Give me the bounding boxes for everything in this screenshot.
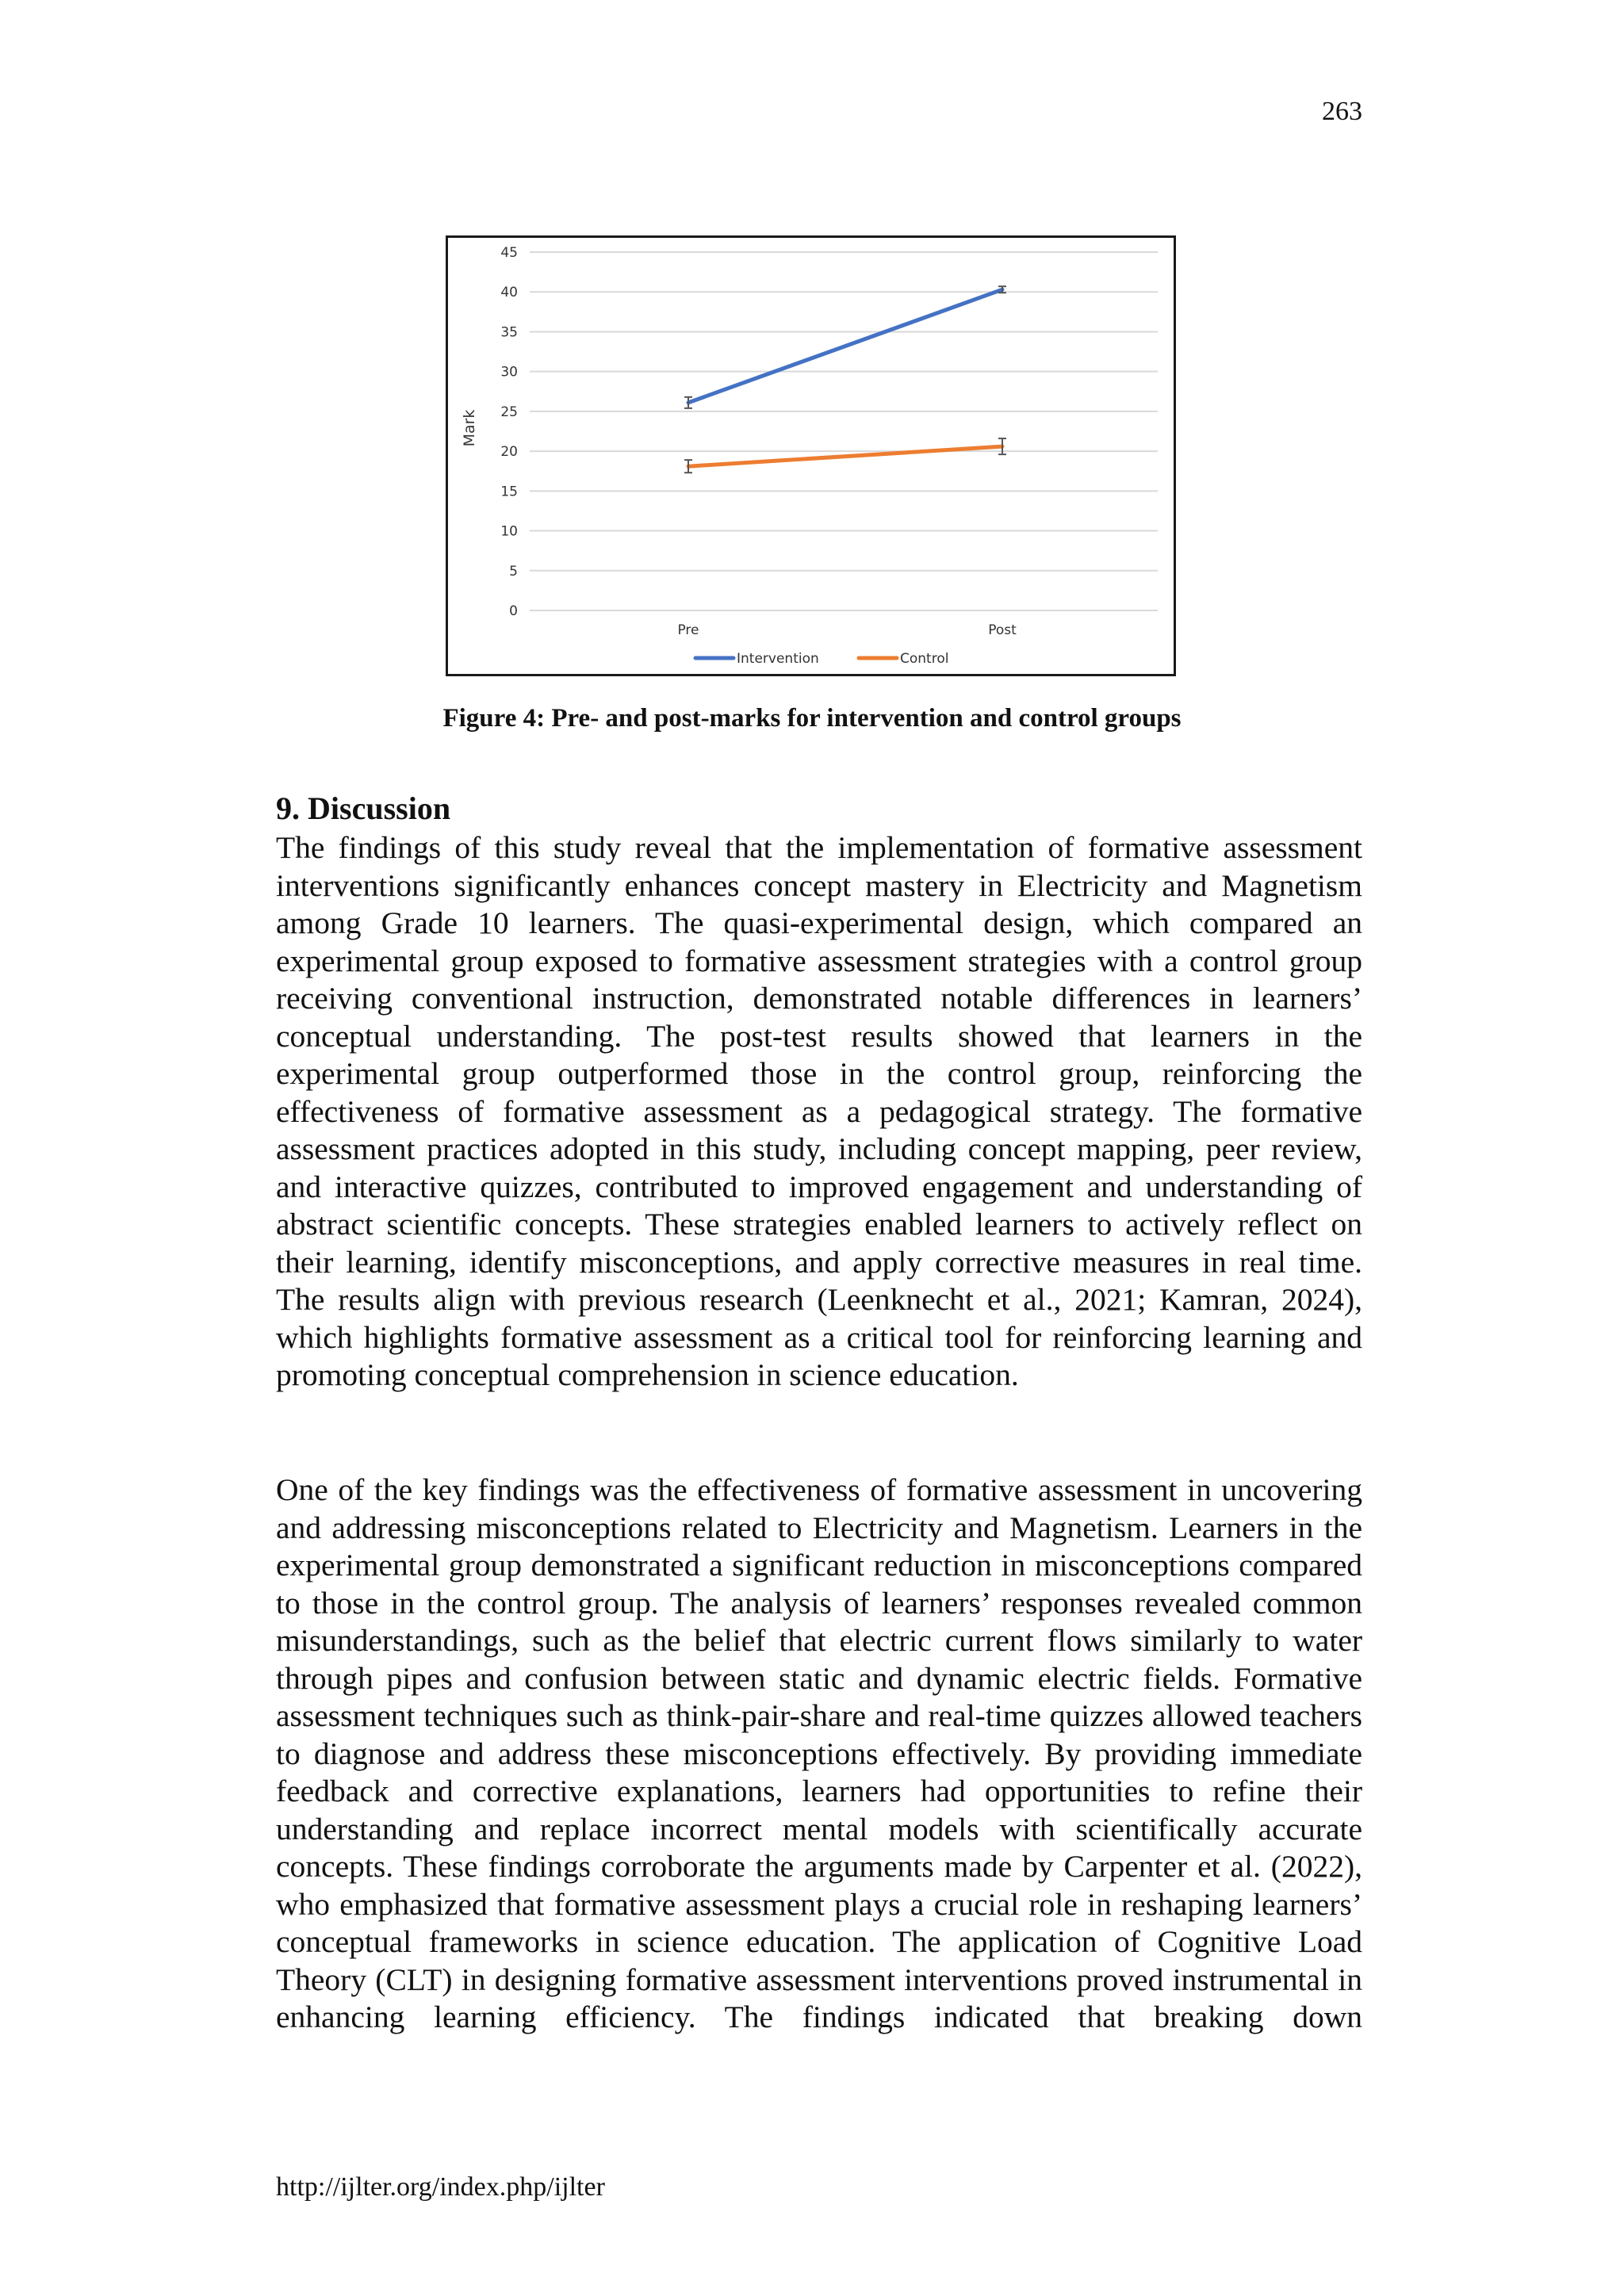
line-chart [448, 238, 1174, 674]
y-tick-label: 15 [500, 484, 518, 500]
y-tick-label: 20 [500, 444, 518, 461]
figure-4-chart [446, 235, 1176, 676]
y-tick-label: 5 [509, 563, 518, 580]
footer-url: http://ijlter.org/index.php/ijlter [276, 2172, 605, 2202]
page-number: 263 [1322, 97, 1362, 126]
x-category-label: Post [988, 622, 1017, 638]
x-category-label: Pre [677, 622, 699, 638]
y-tick-label: 25 [500, 404, 518, 420]
y-tick-label: 45 [500, 245, 518, 261]
legend-label: Control [900, 651, 949, 667]
y-tick-label: 10 [500, 523, 518, 540]
series-line-control [688, 446, 1002, 466]
discussion-paragraph-2: One of the key findings was the effectiveness of formative assessment in uncovering and addressing misconceptions related to Electricity and Magnetism. Learners in the experimental group demonstrated a significant reduction in misconceptions compared to those in the control group. The analysis of learners’ responses revealed common misunderstandings, such as the belief that electric current flows similarly to water through pipes and confusion between static and dynamic electric fields. Formative assessment techniques such as think-pair-share and real-time quizzes allowed teachers to diagnose and address these misconceptions effectively. By providing immediate feedback and corrective explanations, learners had opportunities to refine their understanding and replace incorrect mental models with scientifically accurate concepts. These findings corroborate the arguments made by Carpenter et al. (2022), who emphasized that formative assessment plays a crucial role in reshaping learners’ conceptual frameworks in science education. The application of Cognitive Load Theory (CLT) in designing formative assessment interventions proved instrumental in enhancing learning efficiency. The findings indicated that breaking down [276, 1472, 1362, 2034]
y-tick-label: 30 [500, 364, 518, 381]
y-tick-label: 40 [500, 285, 518, 301]
discussion-paragraph-1: The findings of this study reveal that the implementation of formative assessment interventions significantly enhances concept mastery in Electricity and Magnetism among Grade 10 learners. The quasi-experimental design, which compared an experimental group exposed to formative assessment strategies with a control group receiving conventional instruction, demonstrated notable differences in learners’ conceptual understanding. The post-test results showed that learners in the experimental group outperformed those in the control group, reinforcing the effectiveness of formative assessment as a pedagogical strategy. The formative assessment practices adopted in this study, including concept mapping, peer review, and interactive quizzes, contributed to improved engagement and understanding of abstract scientific concepts. These strategies enabled learners to actively reflect on their learning, identify misconceptions, and apply corrective measures in real time. The results align with previous research (Leenknecht et al., 2021; Kamran, 2024), which highlights formative assessment as a critical tool for reinforcing learning and promoting conceptual comprehension in science education. [276, 830, 1362, 1392]
y-tick-label: 35 [500, 324, 518, 341]
y-axis-label: Mark [461, 409, 478, 447]
section-heading: 9. Discussion [276, 790, 451, 826]
legend-label: Intervention [737, 651, 819, 667]
y-tick-label: 0 [509, 603, 518, 619]
series-line-intervention [688, 289, 1002, 403]
figure-caption: Figure 4: Pre- and post-marks for intervention and control groups [442, 704, 1182, 733]
